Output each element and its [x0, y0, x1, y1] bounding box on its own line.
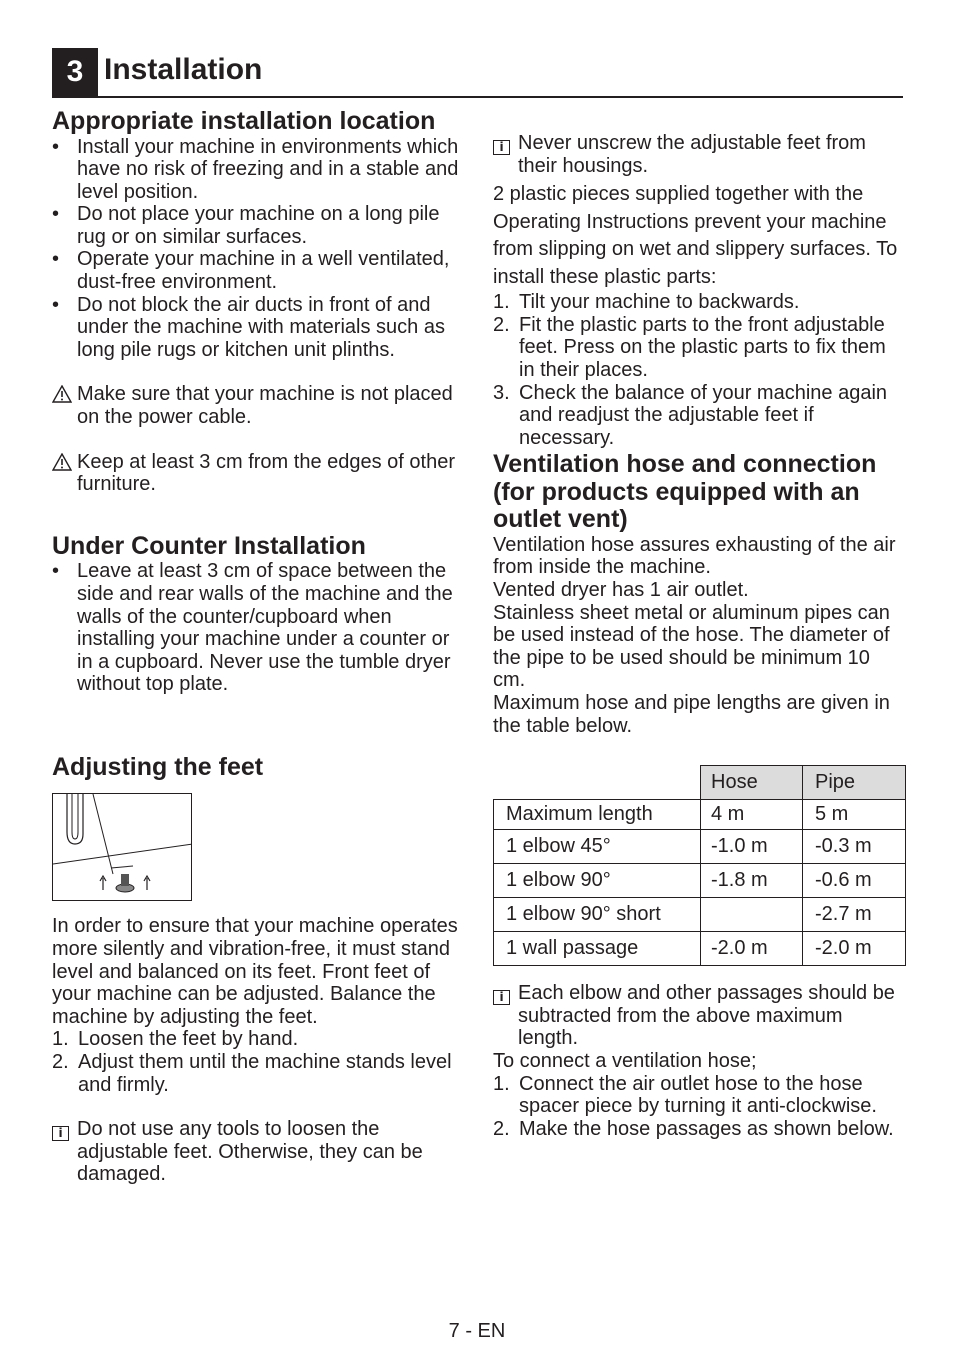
list-item: • Operate your machine in a well ventilated, dust-free environment. — [52, 248, 450, 294]
list-item: 3. Check the balance of your machine again and readjust the adjustable feet if necessary. — [493, 381, 888, 449]
chapter-title: Installation — [104, 53, 263, 86]
list-item: 1. Loosen the feet by hand. — [52, 1028, 299, 1051]
list-item: 2. Adjust them until the machine stands level and firmly. — [52, 1050, 452, 1096]
table-cell: 1 elbow 90° short — [494, 898, 701, 932]
plastic-parts-paragraph: 2 plastic pieces supplied together with the Operating Instructions prevent your machine from slipping on wet and slippery surfaces. To install these plastic parts: — [493, 183, 898, 288]
table-cell: -0.6 m — [803, 864, 906, 898]
table-cell: Maximum length — [494, 800, 701, 830]
table-row — [494, 932, 906, 966]
section-heading-adjusting-feet: Adjusting the feet — [52, 752, 264, 781]
chapter-header — [52, 48, 903, 98]
table-cell — [701, 898, 803, 932]
info-icon: i — [52, 1120, 69, 1143]
warning-note: Keep at least 3 cm from the edges of other furniture. — [52, 451, 464, 496]
table-cell: 1 wall passage — [494, 932, 701, 966]
list-item: • Leave at least 3 cm of space between the side and rear walls of the machine and the walls of the counter/cupboard when installing your machine under a counter or in a cupboard. Never use the tumble dryer without top plate. — [52, 560, 453, 696]
table-row — [494, 898, 906, 932]
vent-paragraph: Stainless sheet metal or aluminum pipes can be used instead of the hose. The diameter of the pipe to be used should be minimum 10 cm. — [493, 601, 890, 692]
table-header-cell: Hose — [701, 766, 803, 800]
vent-paragraph: Ventilation hose assures exhausting of the air from inside the machine. — [493, 533, 896, 579]
info-icon: i — [493, 984, 510, 1007]
page-number: 7 - EN — [448, 1320, 506, 1342]
warning-triangle-icon — [52, 453, 72, 477]
left-column — [52, 108, 464, 1186]
feet-illustration — [52, 793, 192, 901]
table-header-cell — [494, 766, 701, 800]
hose-length-table — [493, 765, 906, 966]
table-cell: -1.0 m — [701, 830, 803, 864]
list-item: • Install your machine in environments which have no risk of freezing and in a stable and level position. — [52, 135, 459, 203]
info-note: i Each elbow and other passages should be subtracted from the above maximum length. — [493, 982, 905, 1050]
vent-paragraph: Vented dryer has 1 air outlet. — [493, 579, 749, 602]
section-heading-under-counter: Under Counter Installation — [52, 531, 366, 560]
list-item: • Do not block the air ducts in front of and under the machine with materials such as long pile rugs or kitchen unit plinths. — [52, 293, 445, 361]
section-heading-location: Appropriate installation location — [52, 107, 436, 135]
connect-intro: To connect a ventilation hose; — [493, 1049, 757, 1072]
warning-triangle-icon — [52, 385, 72, 409]
right-column — [493, 132, 905, 1140]
info-icon: i — [493, 134, 510, 157]
list-item: 1. Tilt your machine to backwards. — [493, 291, 800, 314]
warning-note: Make sure that your machine is not placed on the power cable. — [52, 383, 464, 428]
table-cell: -2.0 m — [803, 932, 906, 966]
list-item: • Do not place your machine on a long pile rug or on similar surfaces. — [52, 203, 440, 248]
table-cell: -2.0 m — [701, 932, 803, 966]
table-header-row — [494, 766, 906, 800]
vent-paragraph: Maximum hose and pipe lengths are given in the table below. — [493, 692, 890, 737]
table-cell: -1.8 m — [701, 864, 803, 898]
list-item: 2. Make the hose passages as shown below. — [493, 1117, 894, 1140]
chapter-number: 3 — [52, 48, 98, 96]
table-cell: 1 elbow 90° — [494, 864, 701, 898]
table-row — [494, 830, 906, 864]
list-item: 1. Connect the air outlet hose to the hose spacer piece by turning it anti-clockwise. — [493, 1072, 877, 1118]
table-row — [494, 864, 906, 898]
info-note: i Never unscrew the adjustable feet from their housings. — [493, 132, 905, 177]
section-heading-ventilation: Ventilation hose and connection (for products equipped with an outlet vent) — [493, 450, 877, 534]
table-cell: 1 elbow 45° — [494, 830, 701, 864]
table-header-cell: Pipe — [803, 766, 906, 800]
table-cell: 4 m — [701, 800, 803, 830]
table-cell: -2.7 m — [803, 898, 906, 932]
list-item: 2. Fit the plastic parts to the front adjustable feet. Press on the plastic parts to fix them in their places. — [493, 313, 886, 381]
info-note: i Do not use any tools to loosen the adjustable feet. Otherwise, they can be damaged. — [52, 1118, 464, 1186]
table-cell: 5 m — [803, 800, 906, 830]
table-cell: -0.3 m — [803, 830, 906, 864]
feet-paragraph: In order to ensure that your machine operates more silently and vibration-free, it must stand level and balanced on its feet. Front feet of your machine can be adjusted. Balance the machine by adjusting the feet. — [52, 915, 458, 1028]
table-row — [494, 800, 906, 830]
